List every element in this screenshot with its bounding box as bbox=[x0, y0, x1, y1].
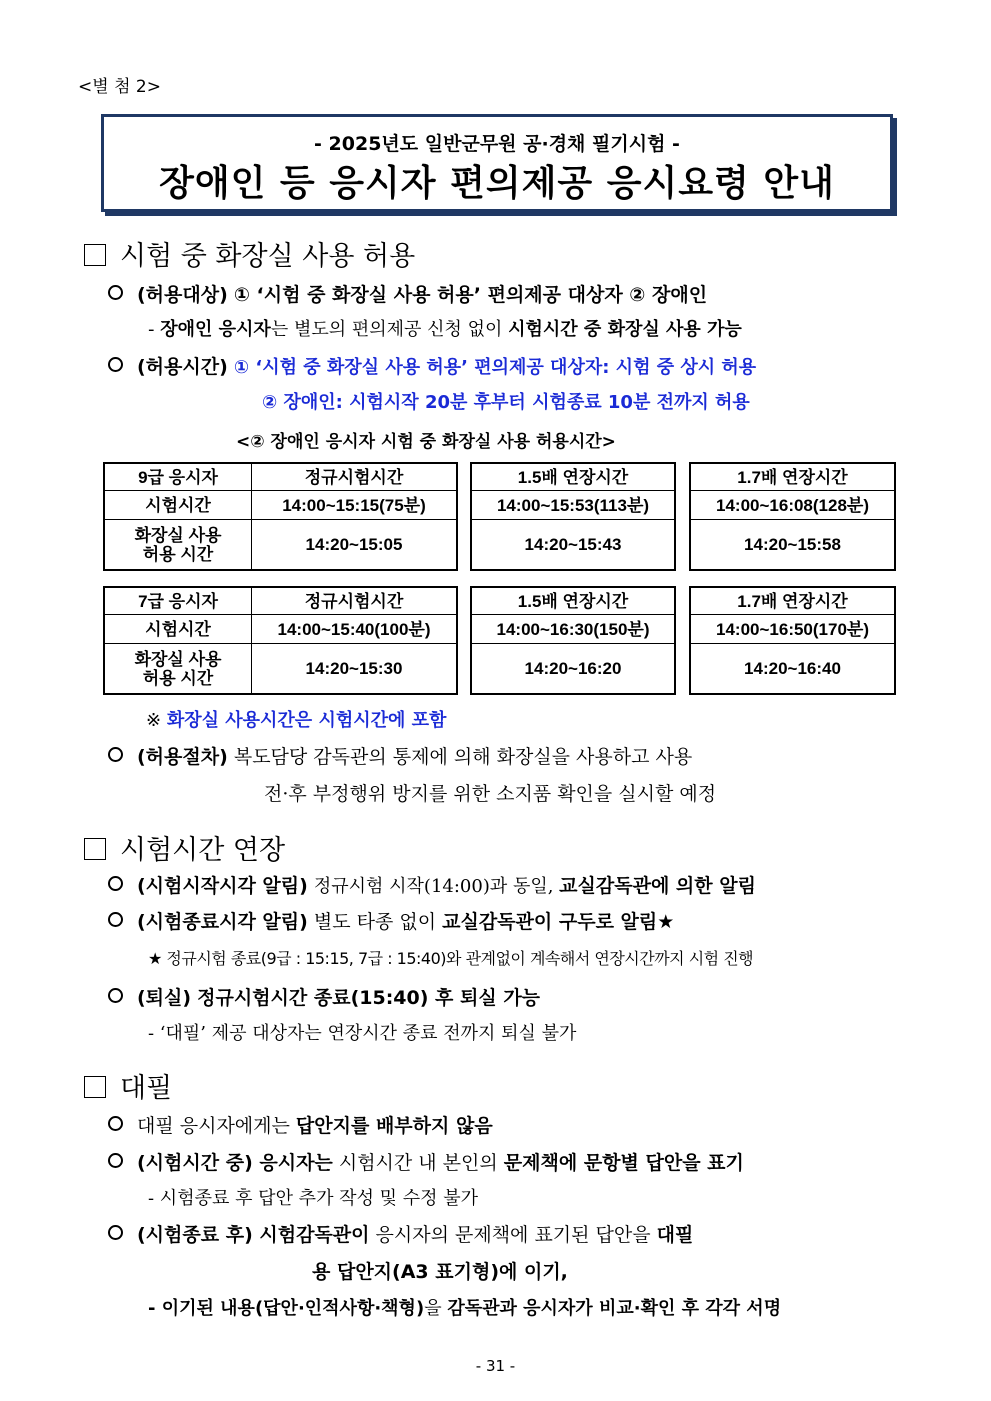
exam-time-cell: 14:00~15:15(75분) bbox=[252, 491, 457, 520]
square-bullet-icon bbox=[84, 244, 106, 266]
toilet-time-line: (허용시간) ① ‘시험 중 화장실 사용 허용’ 편의제공 대상자: 시험 중 상시 허용 bbox=[108, 352, 756, 379]
row-label: 시험시간 bbox=[105, 615, 252, 644]
table-border bbox=[470, 586, 676, 695]
toilet-time-cell: 14:20~15:05 bbox=[252, 520, 457, 570]
exit-sub: - ‘대필’ 제공 대상자는 연장시간 종료 전까지 퇴실 불가 bbox=[148, 1023, 577, 1044]
dictation-line3-sub: - 이기된 내용(답안·인적사항·책형)을 감독관과 응시자가 비교·확인 후 각각 서명 bbox=[148, 1298, 782, 1319]
toilet-procedure-line2: 전·후 부정행위 방지를 위한 소지품 확인을 실시할 예정 bbox=[264, 783, 717, 805]
end-notice-line: (시험종료시각 알림) 별도 타종 없이 교실감독관이 구두로 알림★ bbox=[108, 907, 674, 934]
grade-cell: 9급 응시자 bbox=[105, 464, 252, 491]
attachment-label: <별 첨 2> bbox=[78, 77, 161, 97]
circle-bullet-icon bbox=[108, 1116, 123, 1131]
circle-bullet-icon bbox=[108, 357, 123, 372]
table-border bbox=[689, 462, 896, 571]
circle-bullet-icon bbox=[108, 876, 123, 891]
circle-bullet-icon bbox=[108, 1225, 123, 1240]
circle-bullet-icon bbox=[108, 912, 123, 927]
section-heading-extension: 시험시간 연장 bbox=[84, 828, 285, 867]
start-notice-line: (시험시작시각 알림) 정규시험 시작(14:00)과 동일, 교실감독관에 의한 알림 bbox=[108, 871, 756, 898]
dictation-line1: 대필 응시자에게는 답안지를 배부하지 않음 bbox=[108, 1111, 493, 1138]
row-label: 화장실 사용 허용 시간 bbox=[105, 644, 252, 694]
toilet-procedure-line: (허용절차) 복도담당 감독관의 통제에 의해 화장실을 사용하고 사용 bbox=[108, 742, 692, 769]
column-header: 정규시험시간 bbox=[252, 588, 457, 615]
toilet-time-cell: 14:20~15:30 bbox=[252, 644, 457, 694]
square-bullet-icon bbox=[84, 1076, 106, 1098]
square-bullet-icon bbox=[84, 838, 106, 860]
toilet-target-line: (허용대상) ① ‘시험 중 화장실 사용 허용’ 편의제공 대상자 ② 장애인 bbox=[108, 280, 707, 307]
row-label: 시험시간 bbox=[105, 491, 252, 520]
dictation-line3-cont: 용 답안지(A3 표기형)에 이기, bbox=[312, 1261, 568, 1283]
toilet-target-sub: - 장애인 응시자는 별도의 편의제공 신청 없이 시험시간 중 화장실 사용 가능 bbox=[148, 319, 742, 340]
toilet-time-note: ※ 화장실 사용시간은 시험시간에 포함 bbox=[146, 710, 447, 731]
column-header: 정규시험시간 bbox=[252, 464, 457, 491]
title-box bbox=[101, 114, 893, 212]
table-caption: <② 장애인 응시자 시험 중 화장실 사용 허용시간> bbox=[236, 432, 616, 452]
exam-time-cell: 14:00~15:53(113분) bbox=[472, 491, 675, 520]
exam-time-cell: 14:00~16:30(150분) bbox=[472, 615, 675, 644]
page-number: - 31 - bbox=[475, 1357, 516, 1375]
exam-time-cell: 14:00~16:50(170분) bbox=[691, 615, 895, 644]
circle-bullet-icon bbox=[108, 285, 123, 300]
column-header: 1.7배 연장시간 bbox=[691, 588, 895, 615]
table-border bbox=[103, 586, 458, 695]
exam-time-cell: 14:00~16:08(128분) bbox=[691, 491, 895, 520]
grade-cell: 7급 응시자 bbox=[105, 588, 252, 615]
toilet-time-cell: 14:20~16:40 bbox=[691, 644, 895, 694]
column-header: 1.7배 연장시간 bbox=[691, 464, 895, 491]
exit-line: (퇴실) 정규시험시간 종료(15:40) 후 퇴실 가능 bbox=[108, 983, 540, 1010]
document-subtitle: - 2025년도 일반군무원 공·경채 필기시험 - bbox=[314, 133, 680, 155]
toilet-time-cell: 14:20~15:43 bbox=[472, 520, 675, 570]
toilet-time-cell: 14:20~16:20 bbox=[472, 644, 675, 694]
exam-time-cell: 14:00~15:40(100분) bbox=[252, 615, 457, 644]
circle-bullet-icon bbox=[108, 1153, 123, 1168]
toilet-time-cell: 14:20~15:58 bbox=[691, 520, 895, 570]
section-heading-dictation: 대필 bbox=[84, 1066, 172, 1105]
circle-bullet-icon bbox=[108, 988, 123, 1003]
column-header: 1.5배 연장시간 bbox=[472, 588, 675, 615]
section-heading-toilet: 시험 중 화장실 사용 허용 bbox=[84, 234, 415, 273]
dictation-line2-sub: - 시험종료 후 답안 추가 작성 및 수정 불가 bbox=[148, 1188, 479, 1209]
toilet-time-line2: ② 장애인: 시험시작 20분 후부터 시험종료 10분 전까지 허용 bbox=[262, 392, 750, 413]
circle-bullet-icon bbox=[108, 747, 123, 762]
column-header: 1.5배 연장시간 bbox=[472, 464, 675, 491]
dictation-line2: (시험시간 중) 응시자는 시험시간 내 본인의 문제책에 문항별 답안을 표기 bbox=[108, 1148, 744, 1175]
star-note: ★ 정규시험 종료(9급 : 15:15, 7급 : 15:40)와 관계없이 계속해서 연장시간까지 시험 진행 bbox=[148, 949, 754, 968]
table-border bbox=[470, 462, 676, 571]
dictation-line3: (시험종료 후) 시험감독관이 응시자의 문제책에 표기된 답안을 대필 bbox=[108, 1220, 693, 1247]
row-label: 화장실 사용 허용 시간 bbox=[105, 520, 252, 570]
table-border bbox=[103, 462, 458, 571]
document-title: 장애인 등 응시자 편의제공 응시요령 안내 bbox=[159, 163, 835, 204]
table-border bbox=[689, 586, 896, 695]
